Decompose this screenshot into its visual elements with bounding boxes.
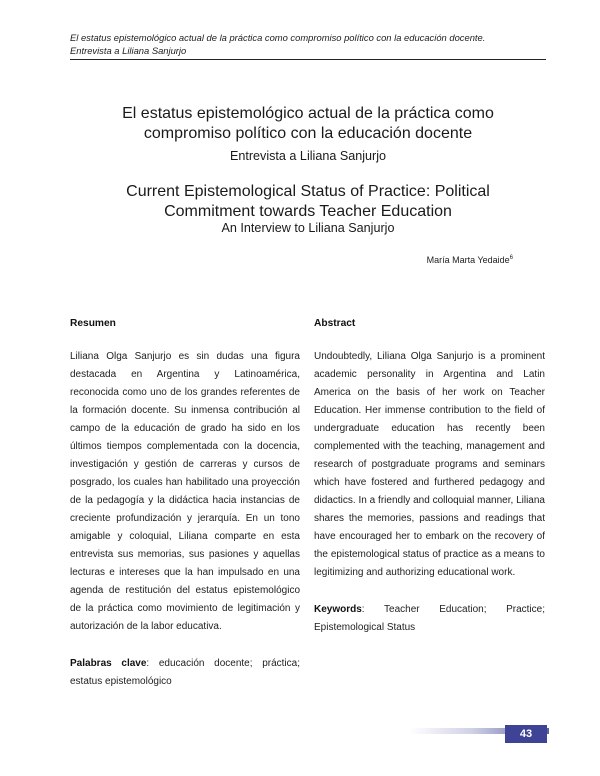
resumen-paragraph: Liliana Olga Sanjurjo es sin dudas una figura destacada en Argentina y Latinoamérica, reconocida como uno de los grandes referentes de la formación docente. Su inmensa contribución al campo de la educación de grado ha sido en los últimos tiempos complementada con la docencia, investigación y gestión de carreras y cursos de posgrado, los cuales han habilitado una proyección de la pedagogía y la didáctica hacia instancias de creciente profundización y jerarquía. En un tono amigable y coloquial, Liliana comparte en esta entrevista sus memorias, sus pasiones y aquellas lecturas e intereses que la han impulsado en una agenda de restitución del estatus epistemológico de la práctica como movimiento de legitimación y autorización de la labor educativa. [70,351,300,632]
abstract-keywords-label: Keywords [314,604,362,615]
running-header-line-1: El estatus epistemológico actual de la práctica como compromiso político con la educación docente. [70,32,486,43]
title-english [70,182,546,222]
page-number: 43 [519,728,533,740]
author-byline [427,255,513,265]
abstract-heading: Abstract [314,318,356,329]
author-footnote-marker[interactable]: 6 [509,255,513,261]
abstract-paragraph: Undoubtedly, Liliana Olga Sanjurjo is a prominent academic personality in Argentina and Latin America on the basis of her work on Teacher Education. Her immense contribution to the field of undergraduate education has recently been complemented with the teaching, management and research of postgraduate programs and seminars which have fostered and furthered pedagogy and didactics. In a friendly and colloquial manner, Liliana shares the memories, passions and readings that have encouraged her to embark on the recovery of the epistemological status of practice as a means to legitimizing and authorizing educational work. [314,351,545,578]
subtitle-english: An Interview to Liliana Sanjurjo [221,221,395,235]
resumen-keywords-text: : educación docente; práctica; estatus epistemológico [70,658,300,687]
resumen-column [70,348,300,691]
title-english-line-2: Commitment towards Teacher Education [164,203,452,220]
header-rule [70,59,546,60]
abstract-column [314,348,545,637]
abstract-keywords [314,601,545,637]
resumen-heading: Resumen [70,318,116,329]
title-spanish-line-2: compromiso político con la educación docente [143,125,473,142]
title-spanish [70,104,546,144]
title-spanish-line-1: El estatus epistemológico actual de la práctica como [122,105,494,122]
abstract-keywords-text: : Teacher Education; Practice; Epistemological Status [314,604,545,633]
resumen-keywords-label: Palabras clave [70,658,147,669]
running-header [70,31,550,57]
title-english-line-1: Current Epistemological Status of Practice: Political [126,183,490,200]
resumen-keywords [70,655,300,691]
subtitle-spanish: Entrevista a Liliana Sanjurjo [229,149,387,163]
running-header-line-2: Entrevista a Liliana Sanjurjo [70,45,187,56]
author-name: María Marta Yedaide [426,255,510,265]
